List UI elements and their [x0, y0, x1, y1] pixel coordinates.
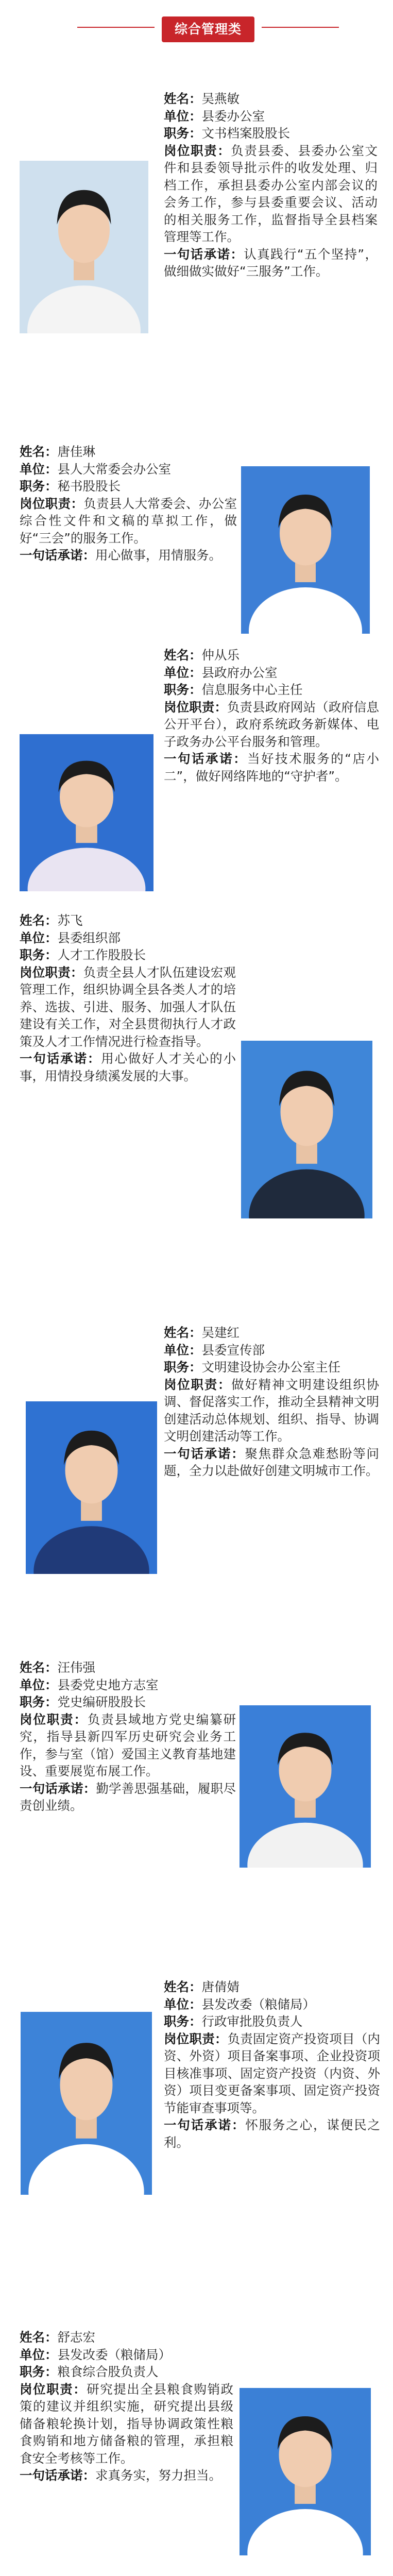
title-decoration-left — [77, 27, 155, 28]
staff-motto-label: 一句话承诺： — [20, 1051, 101, 1066]
staff-name-value: 唐佳琳 — [57, 444, 95, 459]
staff-name-label: 姓名： — [20, 913, 58, 928]
section-header — [0, 0, 393, 41]
staff-name-row — [164, 90, 378, 108]
staff-motto-row — [20, 2467, 233, 2484]
staff-unit-value: 县政府办公室 — [201, 665, 278, 680]
staff-position-value: 文明建设协会办公室主任 — [201, 1360, 340, 1375]
staff-info — [164, 1324, 379, 1480]
staff-motto-label: 一句话承诺： — [164, 1446, 245, 1461]
staff-name-row — [164, 1324, 379, 1342]
staff-unit-value: 县委组织部 — [57, 930, 121, 945]
staff-duties-row — [20, 2381, 233, 2467]
staff-unit-value: 县委宣传部 — [201, 1342, 265, 1358]
staff-name-value: 苏飞 — [57, 913, 83, 928]
staff-duties-label: 岗位职责： — [20, 496, 84, 511]
staff-position-row — [20, 2363, 233, 2381]
staff-motto-row — [20, 1780, 236, 1815]
staff-duties-row — [20, 495, 237, 547]
staff-unit-value: 县委办公室 — [201, 108, 265, 124]
staff-unit-label: 单位： — [164, 108, 202, 124]
staff-name-value: 唐倩婧 — [201, 1979, 240, 1994]
staff-photo — [21, 2012, 152, 2195]
staff-unit-label: 单位： — [20, 930, 58, 945]
staff-duties-value: 负责县域地方党史编纂研究，指导县新四军历史研究会业务工作，参与室（馆）爱国主义教育基地建设、重要展览布展工作。 — [20, 1711, 236, 1778]
staff-duties-label: 岗位职责： — [20, 1711, 88, 1727]
staff-photo — [241, 466, 370, 634]
section-title: 综合管理类 — [162, 16, 254, 42]
staff-duties-value: 负责县人大常委会、办公室综合性文件和文稿的草拟工作，做好“三会”的服务工作。 — [20, 496, 237, 546]
staff-duties-value: 负责固定资产投资项目（内资、外资）项目备案事项、企业投资项目核准事项、固定资产投资（内资、外资）项目变更备案事项、固定资产投资节能审查事项等。 — [164, 2031, 380, 2115]
staff-unit-label: 单位： — [20, 1677, 58, 1692]
staff-duties-row — [20, 1711, 236, 1780]
staff-photo — [241, 1041, 372, 1218]
staff-motto-row — [164, 246, 378, 280]
staff-name-value: 汪伟强 — [57, 1660, 95, 1675]
staff-name-row — [164, 1978, 380, 1996]
staff-motto-value: 用心做好人才关心的小事，用情投身绩溪发展的大事。 — [20, 1051, 236, 1083]
staff-unit-value: 县发改委（粮储局） — [57, 2347, 171, 2362]
staff-duties-label: 岗位职责： — [164, 1377, 232, 1392]
staff-unit-row — [20, 2346, 233, 2364]
staff-name-label: 姓名： — [20, 1660, 58, 1675]
staff-name-label: 姓名： — [164, 648, 202, 663]
staff-unit-label: 单位： — [164, 1342, 202, 1358]
staff-name-label: 姓名： — [164, 91, 202, 106]
staff-position-label: 职务： — [20, 947, 58, 962]
staff-position-row — [164, 681, 379, 699]
staff-position-row — [20, 946, 236, 964]
staff-duties-value: 负责县委、县委办公室文件和县委领导批示件的收发处理、归档工作，承担县委办公室内部会议的会务工作，参与县委重要会议、活动的相关服务工作，监督指导全县档案管理等工作。 — [164, 143, 378, 244]
staff-motto-label: 一句话承诺： — [164, 2117, 246, 2132]
staff-unit-row — [20, 929, 236, 947]
staff-position-label: 职务： — [164, 682, 202, 697]
staff-position-value: 粮食综合股负责人 — [57, 2364, 159, 2379]
staff-position-label: 职务： — [20, 2364, 58, 2379]
staff-unit-row — [164, 108, 378, 125]
staff-info — [20, 1659, 236, 1815]
staff-motto-value: 当好技术服务的“店小二”，做好网络阵地的“守护者”。 — [164, 751, 379, 784]
staff-info — [164, 1978, 380, 2151]
staff-duties-row — [164, 2030, 380, 2117]
staff-duties-label: 岗位职责： — [164, 2031, 228, 2046]
staff-position-value: 秘书股股长 — [57, 479, 121, 494]
staff-motto-label: 一句话承诺： — [20, 548, 95, 563]
staff-name-row — [20, 1659, 236, 1676]
staff-unit-value: 县发改委（粮储局） — [201, 1996, 315, 2012]
staff-position-value: 文书档案股股长 — [201, 126, 290, 141]
staff-unit-value: 县委党史地方志室 — [57, 1677, 159, 1692]
staff-name-row — [20, 443, 237, 461]
staff-motto-value: 怀服务之心，谋便民之利。 — [164, 2117, 381, 2150]
staff-motto-row — [20, 1050, 236, 1084]
staff-duties-value: 负责县政府网站（政府信息公开平台），政府系统政务新媒体、电子政务办公平台服务和管理。 — [164, 699, 379, 749]
staff-photo — [240, 1705, 371, 1868]
staff-position-row — [164, 1359, 379, 1376]
staff-motto-label: 一句话承诺： — [164, 246, 244, 262]
staff-duties-row — [20, 964, 236, 1050]
staff-position-label: 职务： — [164, 1360, 202, 1375]
staff-info — [20, 912, 236, 1084]
staff-unit-label: 单位： — [164, 1996, 202, 2012]
staff-name-value: 吴燕敏 — [201, 91, 240, 106]
staff-duties-value: 负责全县人才队伍建设宏观管理工作，组织协调全县各类人才的培养、选拔、引进、服务、加强人才队伍建设有关工作，对全县贯彻执行人才政策及人才工作情况进行检查指导。 — [20, 964, 236, 1049]
staff-name-value: 舒志宏 — [57, 2330, 95, 2345]
staff-motto-value: 聚焦群众急难愁盼等问题，全力以赴做好创建文明城市工作。 — [164, 1446, 380, 1478]
staff-name-row — [20, 2329, 233, 2346]
staff-motto-label: 一句话承诺： — [164, 751, 248, 766]
staff-unit-row — [20, 1676, 236, 1694]
staff-position-label: 职务： — [164, 126, 202, 141]
staff-motto-row — [164, 2116, 380, 2151]
staff-motto-value: 认真践行“五个坚持”，做细做实做好“三服务”工作。 — [164, 246, 378, 279]
title-decoration-right — [262, 27, 339, 28]
staff-position-label: 职务： — [20, 1694, 58, 1709]
staff-unit-label: 单位： — [20, 2347, 58, 2362]
staff-info — [164, 647, 379, 785]
staff-info — [20, 443, 237, 564]
staff-duties-label: 岗位职责： — [164, 143, 231, 158]
staff-info — [20, 2329, 233, 2484]
staff-position-value: 党史编研股股长 — [57, 1694, 146, 1709]
staff-unit-label: 单位： — [164, 665, 202, 680]
staff-position-label: 职务： — [164, 2014, 202, 2029]
staff-duties-value: 研究提出全县粮食购销政策的建议并组织实施，研究提出县级储备粮轮换计划，指导协调政策性粮食购销和地方储备粮的管理，承担粮食安全考核等工作。 — [20, 2381, 234, 2466]
staff-motto-label: 一句话承诺： — [20, 1781, 96, 1796]
staff-name-label: 姓名： — [20, 2330, 58, 2345]
staff-name-label: 姓名： — [164, 1325, 202, 1340]
staff-unit-row — [164, 1996, 380, 2013]
staff-position-value: 行政审批股负责人 — [201, 2014, 303, 2029]
staff-duties-label: 岗位职责： — [164, 699, 227, 715]
staff-duties-value: 做好精神文明建设组织协调、督促落实工作，推动全县精神文明创建活动总体规划、组织、指导、协调文明创建活动等工作。 — [164, 1377, 380, 1444]
staff-photo — [20, 161, 148, 333]
staff-motto-value: 用心做事，用情服务。 — [95, 548, 221, 563]
staff-position-row — [20, 478, 237, 495]
staff-duties-row — [164, 699, 379, 751]
staff-motto-value: 勤学善思强基础，履职尽责创业绩。 — [20, 1781, 236, 1813]
staff-motto-label: 一句话承诺： — [20, 2468, 95, 2483]
staff-name-value: 吴建红 — [201, 1325, 240, 1340]
staff-unit-row — [164, 664, 379, 682]
staff-name-value: 仲从乐 — [201, 648, 240, 663]
staff-motto-row — [164, 1445, 379, 1480]
staff-duties-label: 岗位职责： — [20, 964, 83, 980]
staff-unit-value: 县人大常委会办公室 — [57, 461, 171, 477]
staff-duties-row — [164, 1376, 379, 1445]
staff-photo — [20, 734, 153, 891]
staff-duties-label: 岗位职责： — [20, 2381, 87, 2397]
staff-position-row — [164, 2013, 380, 2030]
staff-motto-row — [20, 547, 237, 564]
staff-unit-row — [164, 1342, 379, 1359]
staff-name-label: 姓名： — [164, 1979, 202, 1994]
staff-duties-row — [164, 142, 378, 246]
staff-info — [164, 90, 378, 280]
staff-motto-row — [164, 750, 379, 785]
staff-photo — [26, 1401, 157, 1574]
staff-position-label: 职务： — [20, 479, 58, 494]
staff-position-row — [20, 1693, 236, 1711]
staff-photo — [240, 2388, 371, 2555]
staff-unit-row — [20, 461, 237, 478]
staff-name-row — [164, 647, 379, 664]
staff-unit-label: 单位： — [20, 461, 58, 477]
staff-name-row — [20, 912, 236, 929]
staff-position-value: 信息服务中心主任 — [201, 682, 303, 697]
staff-position-value: 人才工作股股长 — [57, 947, 146, 962]
staff-name-label: 姓名： — [20, 444, 58, 459]
staff-position-row — [164, 125, 378, 142]
staff-motto-value: 求真务实，努力担当。 — [95, 2468, 221, 2483]
